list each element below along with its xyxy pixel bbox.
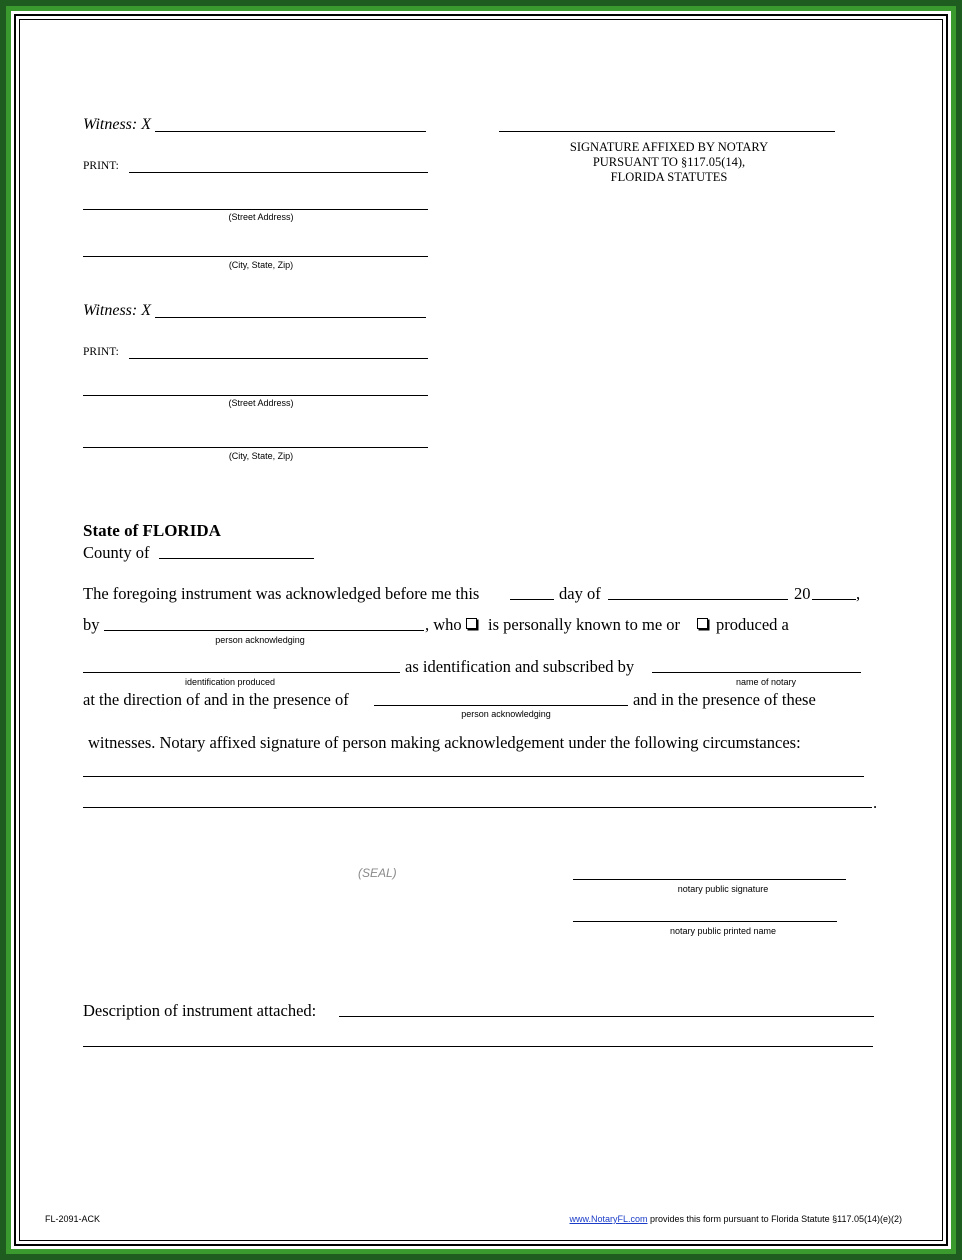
- caption-person-acknowledging-2: person acknowledging: [461, 709, 551, 719]
- state-label: State of FLORIDA: [83, 521, 221, 540]
- witness-1-signature-line[interactable]: [155, 131, 426, 132]
- ack-text-20: 20: [794, 584, 811, 603]
- witness-2-street-line[interactable]: [83, 395, 428, 396]
- ack-text-personally-known: is personally known to me or: [488, 615, 681, 634]
- description-label: Description of instrument attached:: [83, 1001, 317, 1020]
- witness-2-print-line[interactable]: [129, 358, 428, 359]
- ack-text-who: , who: [425, 615, 462, 634]
- footer-statement-wrapper: [569, 1214, 902, 1224]
- year-line[interactable]: [812, 599, 856, 600]
- ack-text-direction: at the direction of and in the presence of: [83, 690, 349, 709]
- notary-affixed-line-1: SIGNATURE AFFIXED BY NOTARY: [569, 140, 769, 154]
- description-line-2[interactable]: [83, 1046, 873, 1047]
- form-id: FL-2091-ACK: [45, 1214, 101, 1224]
- notary-printed-name-line[interactable]: [573, 921, 837, 922]
- ack-text-identification: as identification and subscribed by: [405, 657, 635, 676]
- produced-id-checkbox[interactable]: [694, 617, 710, 635]
- ack-text-1: The foregoing instrument was acknowledged before me this: [83, 584, 480, 603]
- witness-1-city-line[interactable]: [83, 256, 428, 257]
- ack-text-by: by: [83, 615, 100, 634]
- witness-1-label: Witness: X: [83, 116, 151, 133]
- notary-affixed-line-2: PURSUANT TO §117.05(14),: [592, 155, 746, 169]
- notaryfl-link[interactable]: www.NotaryFL.com: [569, 1214, 648, 1224]
- circumstances-period: .: [873, 793, 878, 812]
- caption-identification-produced: identification produced: [184, 677, 276, 687]
- notary-signature-line[interactable]: [573, 879, 846, 880]
- personally-known-checkbox[interactable]: [463, 617, 479, 635]
- witness-1-street-line[interactable]: [83, 209, 428, 210]
- caption-person-acknowledging: person acknowledging: [215, 635, 305, 645]
- witness-2-print-label: PRINT:: [83, 346, 119, 358]
- notary-printed-name-caption: notary public printed name: [669, 926, 777, 936]
- ack-text-comma: ,: [856, 584, 861, 603]
- witness-1-print-line[interactable]: [129, 172, 428, 173]
- caption-name-of-notary: name of notary: [735, 677, 797, 687]
- county-label: County of: [83, 543, 150, 562]
- person-acknowledging-line[interactable]: [104, 630, 424, 631]
- circumstances-line-2[interactable]: [83, 807, 872, 808]
- footer-statement: provides this form pursuant to Florida Statute §117.05(14)(e)(2): [650, 1214, 902, 1224]
- ack-text-day-of: day of: [559, 584, 601, 603]
- circumstances-line-1[interactable]: [83, 776, 864, 777]
- county-line[interactable]: [159, 558, 314, 559]
- ack-text-produced: produced a: [716, 615, 789, 634]
- notary-affixed-line-3: FLORIDA STATUTES: [610, 170, 728, 184]
- notary-name-line[interactable]: [652, 672, 861, 673]
- witness-2-city-caption: (City, State, Zip): [228, 451, 294, 461]
- witness-2-city-line[interactable]: [83, 447, 428, 448]
- notary-affixed-signature-line[interactable]: [499, 131, 835, 132]
- witness-2-label: Witness: X: [83, 302, 151, 319]
- witness-1-street-caption: (Street Address): [228, 212, 294, 222]
- ack-text-presence: and in the presence of these: [633, 690, 816, 709]
- witness-2-signature-line[interactable]: [155, 317, 426, 318]
- description-line-1[interactable]: [339, 1016, 874, 1017]
- identification-line[interactable]: [83, 672, 400, 673]
- seal-label: (SEAL): [358, 866, 397, 880]
- witness-1-city-caption: (City, State, Zip): [228, 260, 294, 270]
- person-acknowledging-line-2[interactable]: [374, 705, 628, 706]
- month-line[interactable]: [608, 599, 788, 600]
- day-line[interactable]: [510, 599, 554, 600]
- notary-signature-caption: notary public signature: [677, 884, 769, 894]
- ack-text-witnesses: witnesses. Notary affixed signature of person making acknowledgement under the following circumstances:: [88, 733, 801, 752]
- witness-1-print-label: PRINT:: [83, 160, 119, 172]
- witness-2-street-caption: (Street Address): [228, 398, 294, 408]
